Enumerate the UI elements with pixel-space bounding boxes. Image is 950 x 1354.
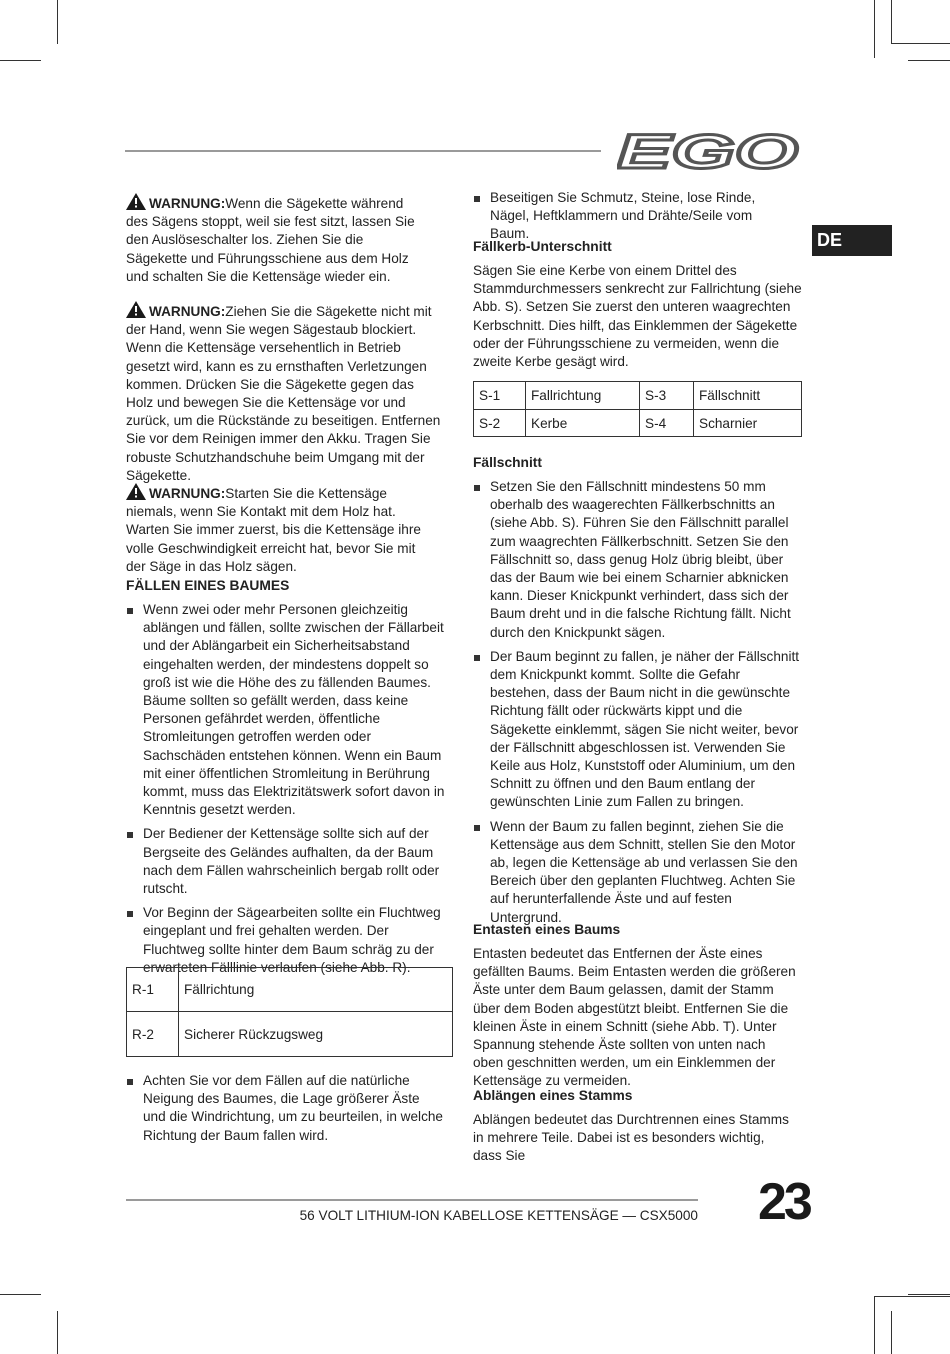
warning-triangle-icon	[126, 193, 146, 210]
felling-bullet-list-after	[126, 1072, 446, 1145]
felling-bullet-list-right	[473, 189, 793, 244]
table-cell: S-2	[474, 410, 526, 437]
warning-text: Ziehen Sie die Sägekette nicht mit der Hand, wenn Sie wegen Sägestaub blockiert. Wenn die Kettensäge versehentlich in Betrieb gesetzt wird, kann es zu ernsthaften Verletzungen kommen. Drücken Sie die Sägekette gegen das Holz und bewegen Sie die Kettensäge vor und zurück, um die Rückstände zu beseitigen. Entfernen Sie vor dem Reinigen immer den Akku. Tragen Sie robuste Schutzhandschuhe beim Umgang mit der Sägekette.	[126, 304, 441, 483]
warning-1	[126, 193, 426, 286]
table-row	[127, 968, 453, 1012]
crop-mark	[892, 43, 950, 44]
bucking-paragraph: Ablängen bedeutet das Durchtrennen eines Stamms in mehrere Teile. Dabei ist es besonders wichtig, dass Sie	[473, 1112, 789, 1164]
header-rule	[125, 150, 601, 152]
section-heading-felling: FÄLLEN EINES BAUMES	[126, 578, 290, 593]
warning-label: WARNUNG:	[149, 196, 226, 211]
table-cell-code: R-1	[127, 968, 179, 1012]
list-item: Vor Beginn der Sägearbeiten sollte ein Fluchtweg eingeplant und frei gehalten werden. Der Fluchtweg sollte hinter dem Baum schräg zu der erwarteten Fälllinie verlaufen (siehe Abb. R).	[126, 904, 454, 977]
warning-triangle-icon	[126, 483, 146, 500]
crop-mark	[874, 1296, 875, 1354]
table-cell-label: Sicherer Rückzugsweg	[179, 1012, 453, 1057]
table-s	[473, 381, 802, 437]
crop-mark	[891, 1311, 892, 1354]
crop-mark	[908, 1294, 950, 1295]
limbing-paragraph: Entasten bedeutet das Entfernen der Äste eines gefällten Baums. Beim Entasten werden die größeren Äste unter dem Baum gelassen, damit der Stamm über dem Boden abgestützt bleibt. Entfernen Sie die kleinen Äste in einem Schnitt (siehe Abb. T). Unter Spannung stehende Äste sollten von unten nach oben geschnitten werden, um ein Einklemmen der Kettensäge zu vermeiden.	[473, 946, 796, 1089]
section-heading-fellcut: Fällschnitt	[473, 455, 542, 470]
crop-mark	[875, 1296, 950, 1297]
warning-triangle-icon	[126, 301, 146, 318]
table-cell: Kerbe	[526, 410, 640, 437]
warning-2	[126, 301, 441, 485]
warning-label: WARNUNG:	[149, 486, 226, 501]
warning-text: Starten Sie die Kettensäge niemals, wenn Sie Kontakt mit dem Holz hat. Warten Sie immer zuerst, bis die Kettensäge ihre volle Geschwindigkeit erreicht hat, bevor Sie mit der Säge in das Holz sägen.	[126, 486, 421, 574]
crop-mark	[57, 0, 58, 44]
footer-rule	[126, 1199, 698, 1201]
table-row	[474, 410, 802, 437]
table-cell: Fällschnitt	[694, 382, 802, 410]
felling-bullet-list	[126, 601, 454, 977]
crop-mark	[0, 1294, 41, 1295]
table-cell: S-4	[640, 410, 694, 437]
warning-text: Wenn die Sägekette während des Sägens stoppt, weil sie fest sitzt, lassen Sie den Auslöseschalter los. Ziehen Sie die Sägekette und Führungsschiene aus dem Holz und schalten Sie die Kettensäge wieder ein.	[126, 196, 415, 284]
section-heading-notch: Fällkerb-Unterschnitt	[473, 239, 612, 254]
list-item: Achten Sie vor dem Fällen auf die natürliche Neigung des Baumes, die Lage größerer Äste und die Windrichtung, um zu beurteilen, in welche Richtung der Baum fallen wird.	[126, 1072, 446, 1145]
table-cell: Fallrichtung	[526, 382, 640, 410]
list-item: Der Bediener der Kettensäge sollte sich auf der Bergseite des Geländes aufhalten, da der Baum nach dem Fällen wahrscheinlich bergab rollt oder rutscht.	[126, 825, 454, 898]
crop-mark	[0, 60, 41, 61]
ego-logo	[617, 130, 800, 170]
list-item: Setzen Sie den Fällschnitt mindestens 50 mm oberhalb des waagerechten Fällkerbschnitts an (siehe Abb. S). Führen Sie den Fällschnitt parallel zum waagrechten Fällkerbschnitt. Setzen Sie den Fällschnitt so, dass genug Holz übrig bleibt, über das der Baum wie bei einem Scharnier abknicken kann. Dieser Knickpunkt verhindert, dass sich der Baum dreht und in die falsche Richtung fällt. Nicht durch den Knickpunkt sägen.	[473, 478, 803, 642]
crop-mark	[908, 60, 950, 61]
warning-3	[126, 483, 431, 576]
page-number: 23	[758, 1173, 810, 1231]
table-row	[127, 1012, 453, 1057]
table-row	[474, 382, 802, 410]
section-heading-bucking: Ablängen eines Stamms	[473, 1088, 633, 1103]
table-cell: Scharnier	[694, 410, 802, 437]
footer-product-title: 56 VOLT LITHIUM-ION KABELLOSE KETTENSÄGE — CSX5000	[299, 1208, 698, 1223]
table-cell-label: Fällrichtung	[179, 968, 453, 1012]
logo-text: EGO	[617, 130, 798, 170]
list-item: Beseitigen Sie Schmutz, Steine, lose Rinde, Nägel, Heftklammern und Drähte/Seile vom Baum.	[473, 189, 793, 244]
notch-paragraph: Sägen Sie eine Kerbe von einem Drittel des Stammdurchmessers senkrecht zur Fallrichtung (siehe Abb. S). Setzen Sie zuerst den unteren waagrechten Kerbschnitt. Dies hilft, das Einklemmen der Sägekette oder der Führungsschiene zu vermeiden, wenn die zweite Kerbe gesägt wird.	[473, 263, 802, 370]
fellcut-bullet-list	[473, 478, 803, 927]
crop-mark	[874, 0, 875, 58]
section-heading-limbing: Entasten eines Baums	[473, 922, 621, 937]
table-cell: S-3	[640, 382, 694, 410]
language-tab: DE	[812, 225, 892, 256]
warning-label: WARNUNG:	[149, 304, 226, 319]
crop-mark	[57, 1311, 58, 1354]
list-item: Wenn der Baum zu fallen beginnt, ziehen Sie die Kettensäge aus dem Schnitt, stellen Sie den Motor ab, legen die Kettensäge ab und verlassen Sie den Bereich über den geplanten Fluchtweg. Achten Sie auf herunterfallende Äste und auf festen Untergrund.	[473, 818, 803, 927]
table-cell: S-1	[474, 382, 526, 410]
table-cell-code: R-2	[127, 1012, 179, 1057]
table-r	[126, 967, 453, 1057]
crop-mark	[891, 0, 892, 44]
list-item: Wenn zwei oder mehr Personen gleichzeitig ablängen und fällen, sollte zwischen der Fällarbeit und der Ablängarbeit ein Sicherheitsabstand eingehalten werden, der mindestens doppelt so groß ist wie die Höhe des zu fällenden Baumes. Bäume sollten so gefällt werden, dass keine Personen gefährdet werden, öffentliche Stromleitungen getroffen werden oder Sachschäden entstehen können. Wenn ein Baum mit einer öffentlichen Stromleitung in Berührung kommt, muss das Elektrizitätswerk sofort davon in Kenntnis gesetzt werden.	[126, 601, 454, 819]
list-item: Der Baum beginnt zu fallen, je näher der Fällschnitt dem Knickpunkt kommt. Sollte die Gefahr bestehen, dass der Baum nicht in die gewünschte Richtung fällt oder rückwärts kippt und die Sägekette einklemmt, sägen Sie nicht weiter, bevor der Fällschnitt abgeschlossen ist. Verwenden Sie Keile aus Holz, Kunststoff oder Aluminium, um den Schnitt zu öffnen und den Baum entlang der gewünschten Linie zum Fallen zu bringen.	[473, 648, 803, 812]
